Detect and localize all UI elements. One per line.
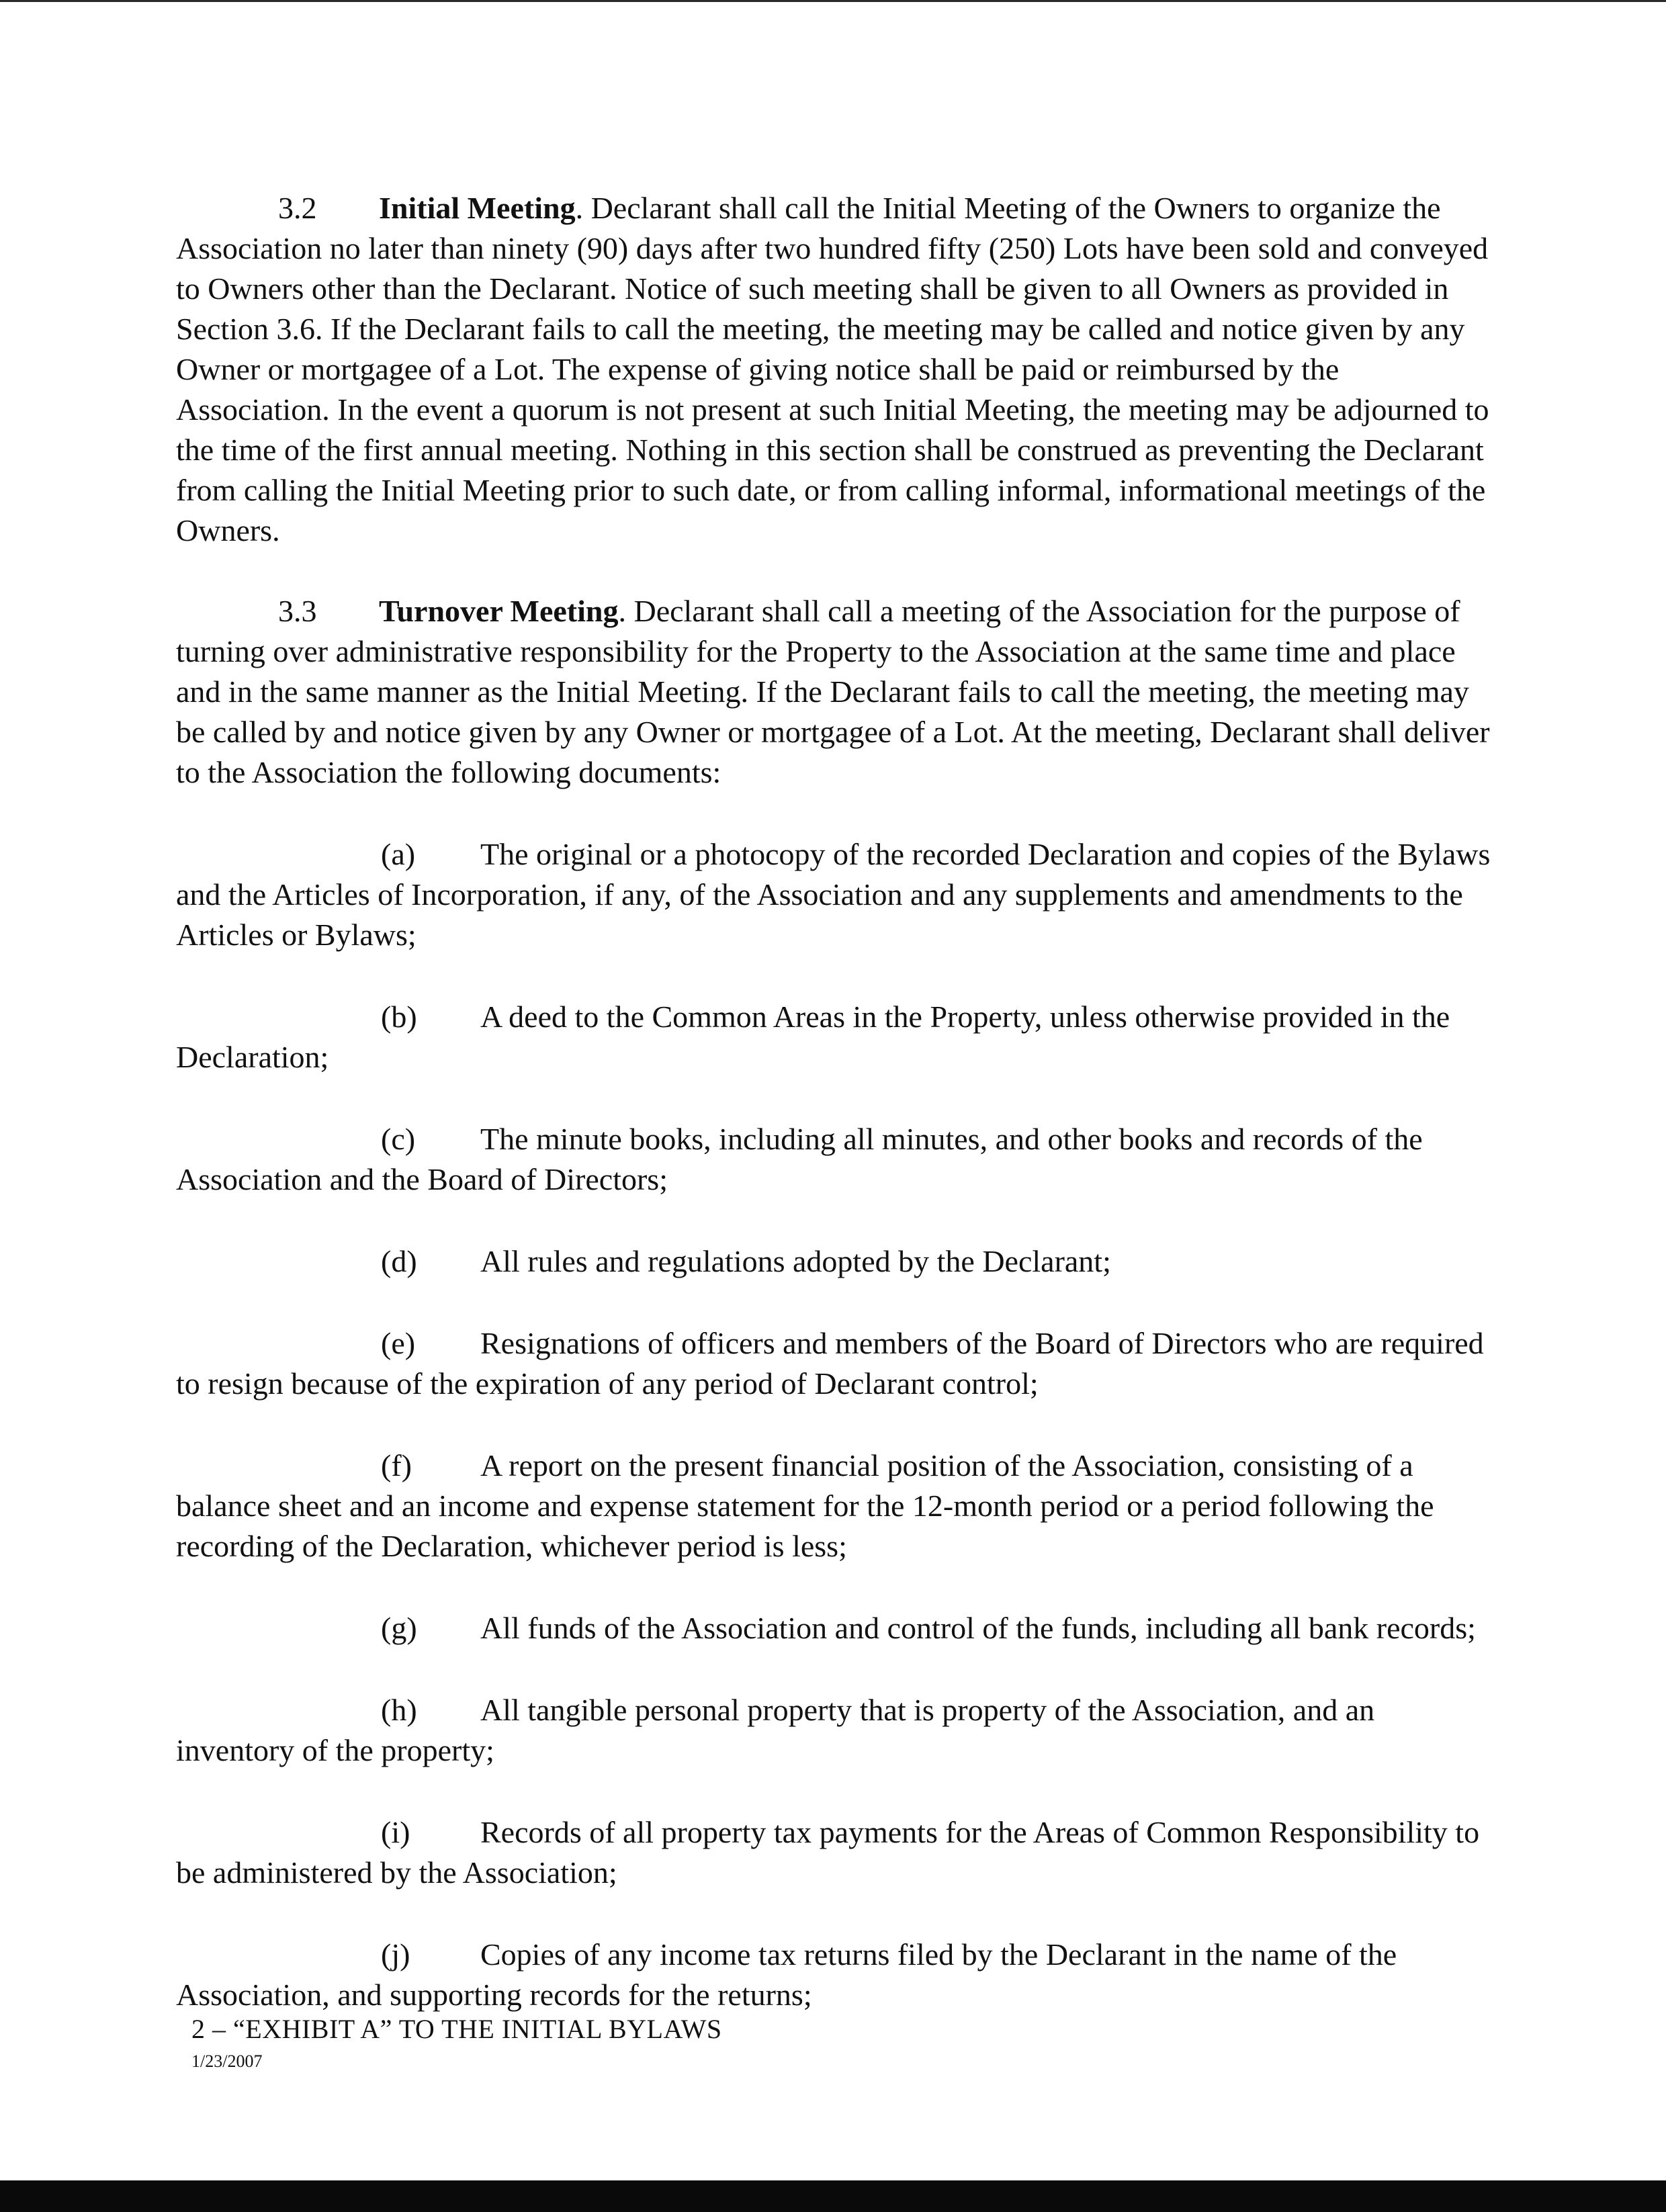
item-text: All funds of the Association and control of the funds, including all bank records; [480,1611,1476,1645]
item-label: (h) [381,1693,417,1727]
item-label: (f) [381,1448,412,1483]
spacer [176,1404,1493,1446]
item-text: A report on the present financial position of the Association, consisting of a balance sheet and an income and expense statement for the 12-month period or a period following the recording of the Declaration, whichever period is less; [176,1448,1434,1563]
list-item-g [176,1608,1493,1648]
section-text: . Declarant shall call a meeting of the Association for the purpose of turning over administrative responsibility for the Property to the Association at the same time and place and in the same manner as the Initial Meeting. If the Declarant fails to call the meeting, the meeting may be called by and notice given by any Owner or mortgagee of a Lot. At the meeting, Declarant shall deliver to the Association the following documents: [176,594,1490,789]
list-item-d [176,1241,1493,1282]
list-item-j [176,1935,1493,2015]
spacer [176,551,1493,591]
section-title: Initial Meeting [379,191,576,225]
list-item-a [176,834,1493,955]
spacer [176,1200,1493,1241]
item-label: (j) [381,1937,410,1972]
page-body [176,188,1493,2015]
list-item-c [176,1119,1493,1200]
item-text: Copies of any income tax returns filed by the Declarant in the name of the Association, and supporting records for the returns; [176,1937,1397,2012]
spacer [176,1648,1493,1690]
item-text: The original or a photocopy of the recorded Declaration and copies of the Bylaws and the Articles of Incorporation, if any, of the Association and any supplements and amendments to the Articles or Bylaws; [176,837,1491,952]
item-text: Resignations of officers and members of the Board of Directors who are required to resign because of the expiration of any period of Declarant control; [176,1326,1484,1401]
section-3-2 [176,188,1493,551]
item-text: A deed to the Common Areas in the Property, unless otherwise provided in the Declaration; [176,1000,1450,1074]
scan-top-edge [0,0,1666,2]
item-label: (c) [381,1122,416,1156]
item-text: All rules and regulations adopted by the Declarant; [480,1244,1111,1278]
spacer [176,1566,1493,1608]
section-number: 3.3 [278,594,317,628]
section-number: 3.2 [278,191,317,225]
footer-date: 1/23/2007 [191,2051,263,2071]
item-label: (b) [381,1000,417,1034]
item-label: (d) [381,1244,417,1278]
spacer [176,955,1493,997]
spacer [176,793,1493,834]
section-3-2-paragraph [176,188,1493,551]
item-text: The minute books, including all minutes, and other books and records of the Association and the Board of Directors; [176,1122,1423,1196]
item-text: All tangible personal property that is property of the Association, and an inventory of the property; [176,1693,1375,1767]
item-label: (g) [381,1611,417,1645]
spacer [176,1893,1493,1935]
section-3-3 [176,591,1493,793]
spacer [176,1077,1493,1119]
section-title: Turnover Meeting [379,594,619,628]
item-label: (i) [381,1815,410,1849]
list-item-b [176,997,1493,1077]
list-item-i [176,1812,1493,1893]
item-label: (a) [381,837,416,871]
item-label: (e) [381,1326,416,1360]
item-text: Records of all property tax payments for the Areas of Common Responsibility to be administered by the Association; [176,1815,1480,1890]
spacer [176,1771,1493,1812]
footer-title: 2 – “EXHIBIT A” TO THE INITIAL BYLAWS [191,2014,722,2044]
scan-bottom-band [0,2180,1666,2212]
page-footer [191,2012,722,2075]
section-text: . Declarant shall call the Initial Meeting of the Owners to organize the Association no later than ninety (90) days after two hundred fifty (250) Lots have been sold and conveyed to Owners other than the Declarant. Notice of such meeting shall be given to all Owners as provided in Section 3.6. If the Declarant fails to call the meeting, the meeting may be called and notice given by any Owner or mortgagee of a Lot. The expense of giving notice shall be paid or reimbursed by the Association. In the event a quorum is not present at such Initial Meeting, the meeting may be adjourned to the time of the first annual meeting. Nothing in this section shall be construed as preventing the Declarant from calling the Initial Meeting prior to such date, or from calling informal, informational meetings of the Owners. [176,191,1489,547]
list-item-e [176,1323,1493,1404]
spacer [176,1282,1493,1323]
list-item-h [176,1690,1493,1771]
section-3-3-paragraph [176,591,1493,793]
list-item-f [176,1446,1493,1566]
